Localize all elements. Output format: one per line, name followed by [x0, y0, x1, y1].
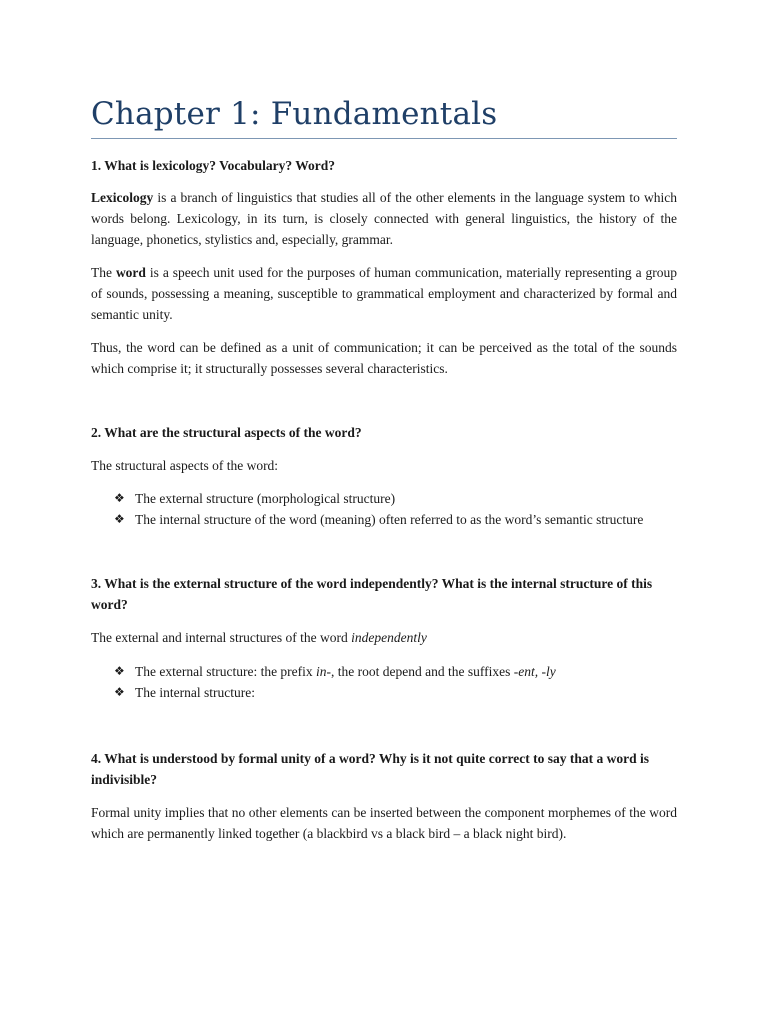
diamond-bullet-icon: ❖ — [114, 685, 125, 699]
chapter-title: Chapter 1: Fundamentals — [91, 96, 498, 132]
term-word: word — [115, 265, 146, 280]
paragraph-thus: Thus, the word can be defined as a unit of communication; it can be perceived as the total of the sounds which comprise it; it structurally possesses several characteristics. — [91, 340, 677, 376]
diamond-bullet-icon: ❖ — [114, 491, 125, 505]
list-item — [91, 661, 677, 682]
suffixes-ent-ly: -ent, -ly — [513, 664, 556, 679]
list-item — [91, 509, 677, 530]
paragraph-lexicology — [91, 187, 677, 250]
term-independently: independently — [351, 630, 427, 645]
list-item-text: The internal structure: — [135, 685, 255, 700]
diamond-bullet-icon: ❖ — [114, 664, 125, 678]
prefix-in: in- — [316, 664, 332, 679]
question-4-heading: 4. What is understood by formal unity of a word? Why is it not quite correct to say that a word is indivisible? — [91, 751, 650, 787]
structural-aspects-list — [91, 488, 677, 530]
paragraph-lexicology-text: is a branch of linguistics that studies all of the other elements in the language system to which words belong. Lexicology, in its turn, is closely connected with general linguistics, the history of the language, phonetics, stylistics and, especially, grammar. — [91, 190, 677, 247]
document-page — [91, 0, 677, 844]
paragraph-structural-aspects: The structural aspects of the word: — [91, 458, 279, 473]
question-1-heading: 1. What is lexicology? Vocabulary? Word? — [91, 158, 336, 173]
list-item-text: The external structure: the prefix — [135, 664, 317, 679]
list-item — [91, 682, 677, 703]
list-item-text: The external structure (morphological structure) — [135, 491, 396, 506]
paragraph-word-pre: The — [91, 265, 116, 280]
question-3-heading: 3. What is the external structure of the word independently? What is the internal structure of this word? — [91, 576, 653, 612]
term-lexicology: Lexicology — [91, 190, 154, 205]
question-2-heading: 2. What are the structural aspects of the word? — [91, 425, 362, 440]
list-item-text: The internal structure of the word (meaning) often referred to as the word’s semantic structure — [135, 512, 644, 527]
paragraph-word-text: is a speech unit used for the purposes of human communication, materially representing a group of sounds, possessing a meaning, susceptible to grammatical employment and characterized by formal and semantic unity. — [91, 265, 677, 322]
paragraph-word — [91, 262, 677, 325]
structures-list — [91, 661, 677, 703]
list-item — [91, 488, 677, 509]
paragraph-independently-text: The external and internal structures of the word — [91, 630, 352, 645]
diamond-bullet-icon: ❖ — [114, 512, 125, 526]
title-underline — [91, 138, 677, 139]
paragraph-formal-unity: Formal unity implies that no other elements can be inserted between the component morphemes of the word which are permanently linked together (a blackbird vs a black bird – a black night bird). — [91, 805, 677, 841]
list-item-text-mid: , the root depend and the suffixes — [331, 664, 514, 679]
paragraph-independently — [91, 627, 677, 648]
